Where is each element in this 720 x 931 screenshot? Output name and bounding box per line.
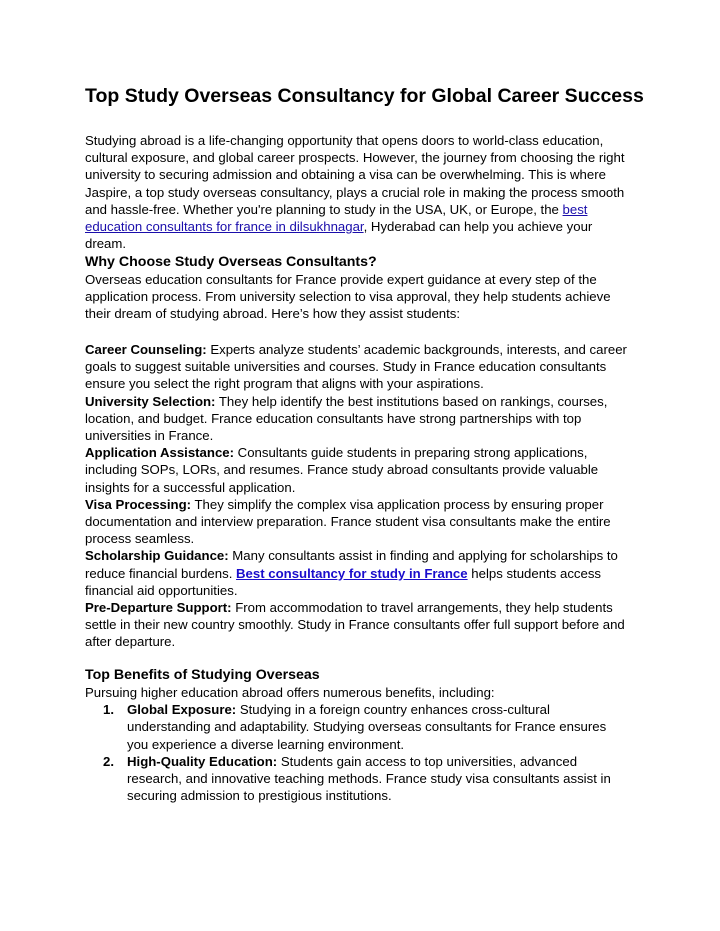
service-item xyxy=(85,547,630,599)
benefits-list xyxy=(85,701,630,804)
service-label: Career Counseling: xyxy=(85,342,207,357)
benefit-text: Students gain access to top universities, advanced research, and innovative teaching methods. France study visa consultants assist in securing admission to prestigious institutions. xyxy=(127,753,611,804)
service-text: Many consultants assist in finding and applying for scholarships to reduce financial burdens. xyxy=(85,548,618,581)
service-text-end: helps students access financial aid opportunities. xyxy=(85,565,602,598)
why-section xyxy=(85,253,630,323)
service-item xyxy=(85,393,630,445)
scholarship-link[interactable]: Best consultancy for study in France xyxy=(236,565,468,581)
why-heading: Why Choose Study Overseas Consultants? xyxy=(85,254,377,270)
service-text: They help identify the best institutions based on rankings, courses, location, and budget. France education consultants have strong partnerships with top universities in France. xyxy=(85,393,608,444)
service-item xyxy=(85,599,630,651)
services-list xyxy=(85,341,630,651)
benefit-item xyxy=(85,701,630,753)
page-title: Top Study Overseas Consultancy for Global Career Success xyxy=(85,85,644,107)
service-text: Experts analyze students’ academic backgrounds, interests, and career goals to suggest suitable universities and courses. Study in France education consultants ensure you select the right program that aligns with your aspirations. xyxy=(85,342,627,392)
service-label: Pre-Departure Support: xyxy=(85,600,232,616)
intro-text: Studying abroad is a life-changing opportunity that opens doors to world-class education, cultural exposure, and global career prospects. However, the journey from choosing the right university to securing admission and obtaining a visa can be overwhelming. This is where Jaspire, a top study overseas consultancy, plays a crucial role in making the process smooth and hassle-free. Whether you're planning to study in the USA, UK, or Europe, the xyxy=(85,133,625,217)
benefit-number: 2. xyxy=(103,753,114,769)
benefit-label: Global Exposure: xyxy=(127,702,237,718)
service-item xyxy=(85,444,630,496)
benefit-text: Studying in a foreign country enhances cross-cultural understanding and adaptability. Studying overseas consultants for France ensures you experience a diverse learning environment. xyxy=(127,702,607,752)
service-label: Visa Processing: xyxy=(85,496,192,512)
intro-paragraph xyxy=(85,132,630,252)
benefits-heading: Top Benefits of Studying Overseas xyxy=(85,667,320,683)
benefit-label: High-Quality Education: xyxy=(127,753,278,769)
benefit-number: 1. xyxy=(103,702,114,718)
service-label: University Selection: xyxy=(85,393,216,409)
why-paragraph: Overseas education consultants for France provide expert guidance at every step of the application process. From university selection to visa approval, they help students achieve their dream of studying abroad. Here’s how they assist students: xyxy=(85,272,611,322)
service-item xyxy=(85,496,630,548)
service-text: Consultants guide students in preparing strong applications, including SOPs, LORs, and resumes. France study abroad consultants provide valuable insights for a successful application. xyxy=(85,445,599,495)
benefits-intro: Pursuing higher education abroad offers numerous benefits, including: xyxy=(85,685,495,700)
intro-text-end: , Hyderabad can help you achieve your dream. xyxy=(85,219,593,252)
benefit-item xyxy=(85,753,630,805)
intro-link[interactable]: best education consultants for france in dilsukhnagar xyxy=(85,201,588,235)
service-label: Application Assistance: xyxy=(85,445,235,461)
service-text: They simplify the complex visa application process by ensuring proper documentation and interview preparation. France student visa consultants make the entire process seamless. xyxy=(85,496,611,547)
service-item xyxy=(85,341,630,393)
service-text: From accommodation to travel arrangements, they help students settle in their new country smoothly. Study in France consultants offer full support before and after departure. xyxy=(85,600,625,650)
service-label: Scholarship Guidance: xyxy=(85,548,229,564)
benefits-section xyxy=(85,666,630,804)
